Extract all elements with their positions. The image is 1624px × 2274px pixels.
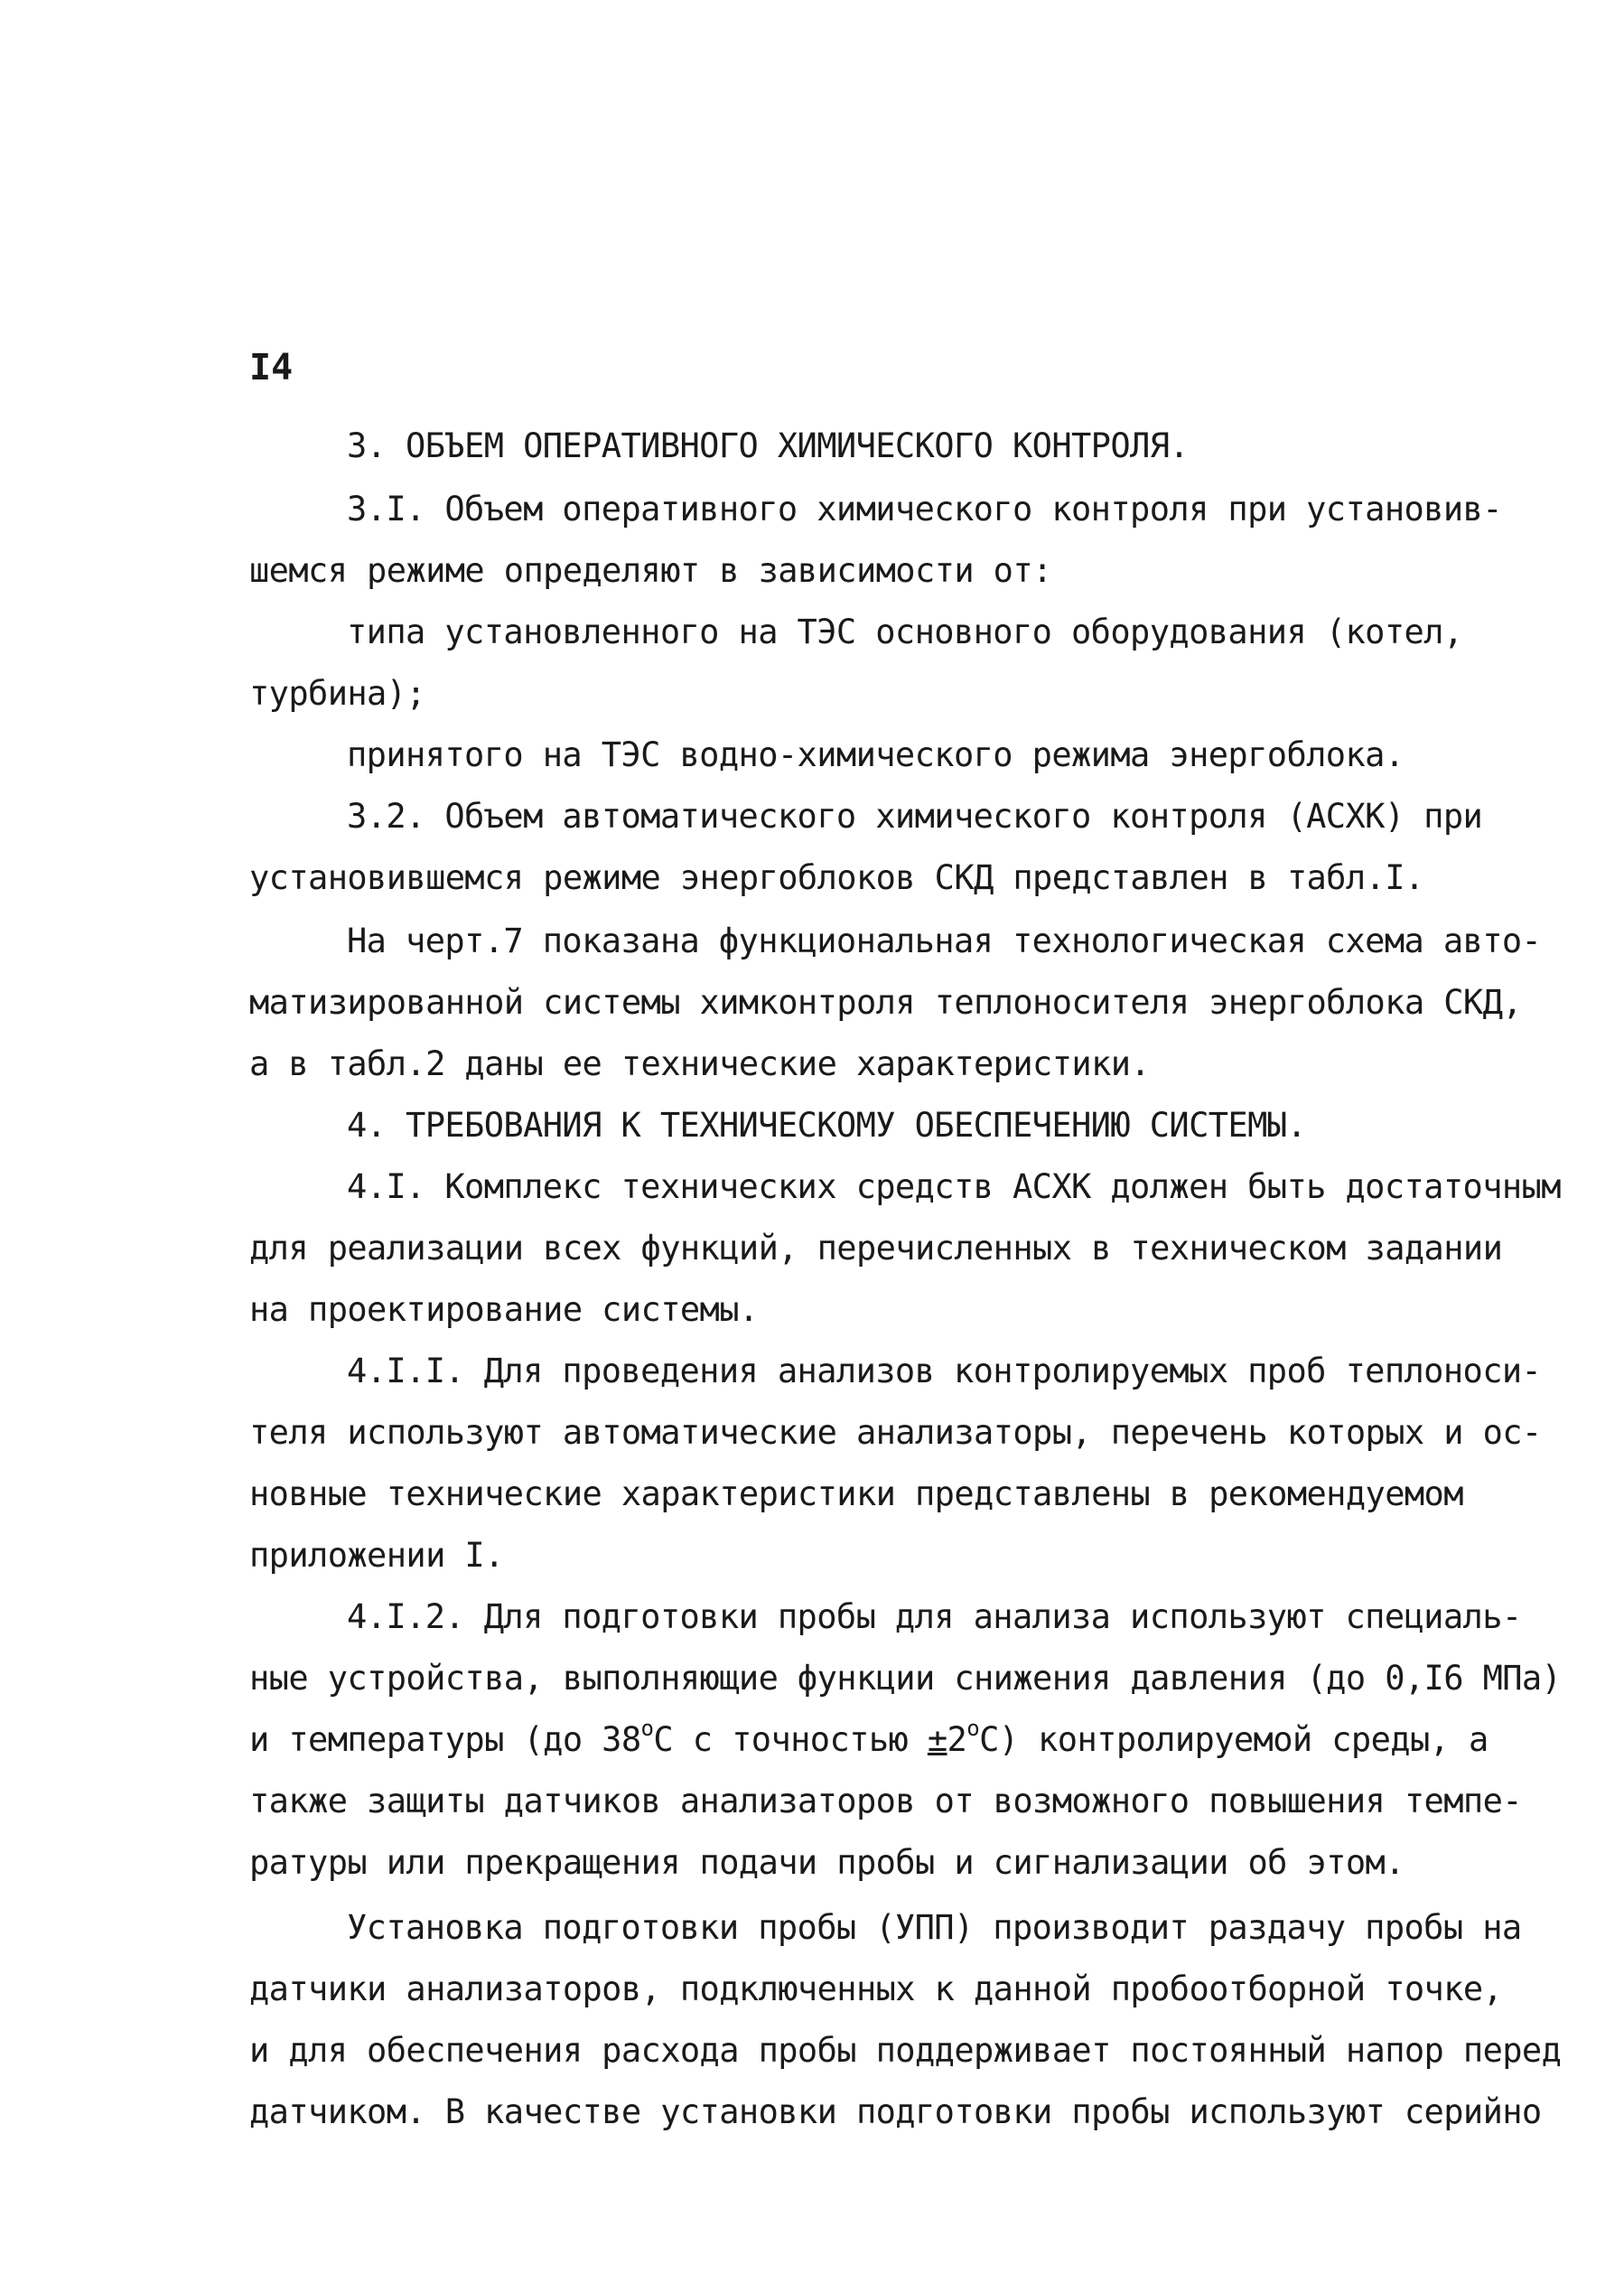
plus-minus-sign: ± xyxy=(927,1720,947,1759)
paragraph-upp-line: датчиком. В качестве установки подготовки пробы используют серийно xyxy=(249,2092,1542,2131)
degree-sign: о xyxy=(966,1715,980,1741)
section-3-heading: 3. ОБЪЕМ ОПЕРАТИВНОГО ХИМИЧЕСКОГО КОНТРОЛЯ. xyxy=(347,426,1190,465)
paragraph-4-1-2-line: ные устройства, выполняющие функции снижения давления (до 0,I6 МПа) xyxy=(249,1659,1562,1698)
paragraph-4-1-line: на проектирование системы. xyxy=(249,1290,759,1329)
temperature-text: и температуры (до 38 xyxy=(249,1720,641,1759)
paragraph-3-2-line: установившемся режиме энергоблоков СКД представлен в табл.I. xyxy=(249,858,1424,897)
paragraph-3-1-line: принятого на ТЭС водно-химического режима энергоблока. xyxy=(347,735,1405,774)
paragraph-4-1-2-line: 4.I.2. Для подготовки пробы для анализа используют специаль- xyxy=(347,1597,1522,1636)
paragraph-3-1-line: шемся режиме определяют в зависимости от: xyxy=(249,551,1052,590)
paragraph-3-1-line: турбина); xyxy=(249,674,426,713)
page-number: I4 xyxy=(249,347,294,388)
temperature-text: С) контролируемой среды, а xyxy=(979,1720,1489,1759)
tolerance-value: 2 xyxy=(947,1720,967,1759)
paragraph-drawing-line: матизированной системы химконтроля теплоносителя энергоблока СКД, xyxy=(249,983,1522,1022)
paragraph-4-1-1-line: 4.I.I. Для проведения анализов контролируемых проб теплоноси- xyxy=(347,1352,1542,1390)
paragraph-4-1-1-line: новные технические характеристики представлены в рекомендуемом xyxy=(249,1474,1463,1513)
paragraph-4-1-2-line: ратуры или прекращения подачи пробы и сигнализации об этом. xyxy=(249,1843,1405,1882)
paragraph-4-1-line: 4.I. Комплекс технических средств АСХК должен быть достаточным xyxy=(347,1167,1561,1206)
paragraph-4-1-line: для реализации всех функций, перечисленных в техническом задании xyxy=(249,1229,1503,1268)
paragraph-upp-line: датчики анализаторов, подключенных к данной пробоотборной точке, xyxy=(249,1970,1503,2008)
paragraph-upp-line: и для обеспечения расхода пробы поддерживает постоянный напор перед xyxy=(249,2031,1562,2070)
paragraph-3-2-line: 3.2. Объем автоматического химического контроля (АСХК) при xyxy=(347,797,1483,836)
paragraph-4-1-2-line: также защиты датчиков анализаторов от возможного повышения темпе- xyxy=(249,1782,1522,1820)
paragraph-4-1-1-line: теля используют автоматические анализаторы, перечень которых и ос- xyxy=(249,1413,1542,1452)
paragraph-3-1-line: типа установленного на ТЭС основного оборудования (котел, xyxy=(347,613,1463,651)
paragraph-3-1-line: 3.I. Объем оперативного химического контроля при установив- xyxy=(347,490,1502,529)
paragraph-4-1-2-line xyxy=(249,1715,1489,1762)
section-4-heading: 4. ТРЕБОВАНИЯ К ТЕХНИЧЕСКОМУ ОБЕСПЕЧЕНИЮ СИСТЕМЫ. xyxy=(347,1106,1307,1145)
paragraph-drawing-line: На черт.7 показана функциональная технологическая схема авто- xyxy=(347,922,1542,960)
paragraph-4-1-1-line: приложении I. xyxy=(249,1536,504,1575)
degree-sign: о xyxy=(640,1715,654,1741)
paragraph-drawing-line: а в табл.2 даны ее технические характеристики. xyxy=(249,1044,1151,1083)
temperature-text: С с точностью xyxy=(653,1720,928,1759)
paragraph-upp-line: Установка подготовки пробы (УПП) производит раздачу пробы на xyxy=(347,1908,1522,1947)
